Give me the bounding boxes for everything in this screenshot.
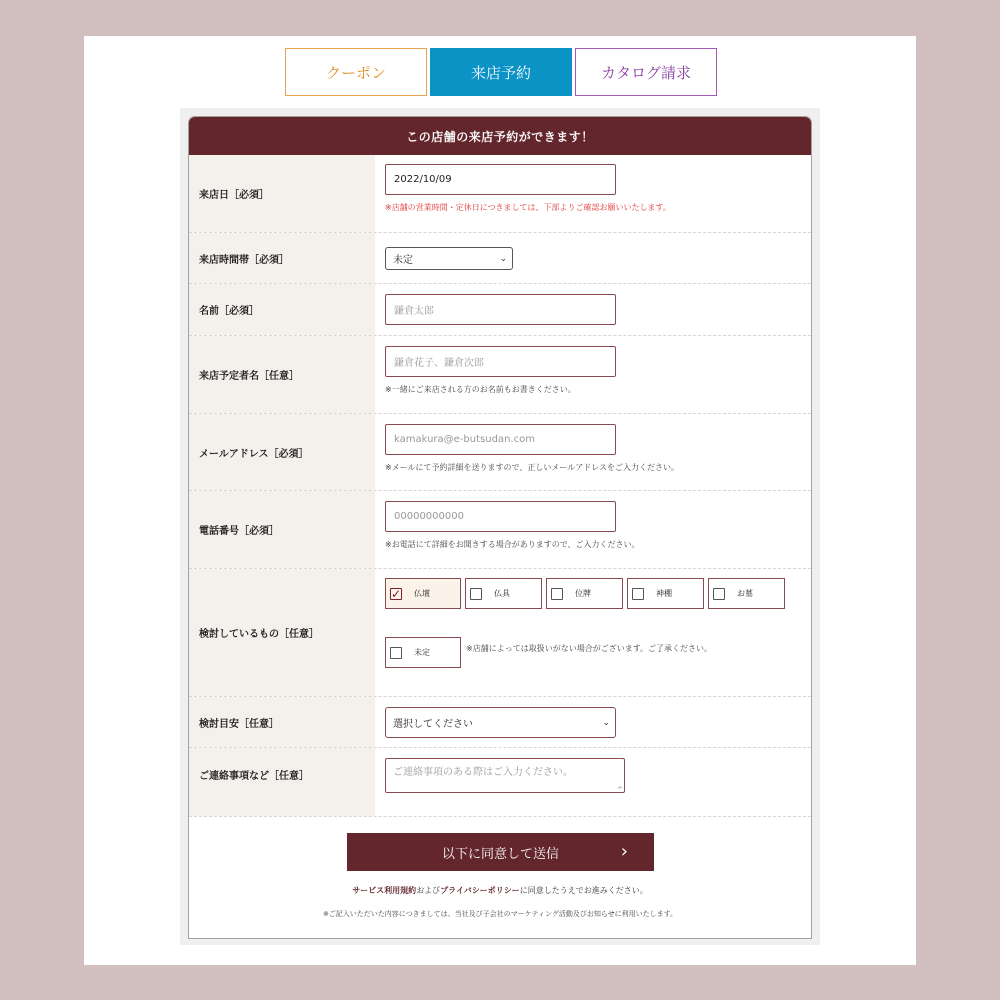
field-label: 来店日［必須］ (189, 155, 375, 232)
field-label: 来店予定者名［任意］ (189, 336, 375, 413)
agree-and: および (416, 886, 441, 895)
tab-visit-reservation[interactable]: 来店予約 (430, 48, 572, 96)
checkbox-box (470, 588, 482, 600)
checkbox-box (632, 588, 644, 600)
resize-grip-icon[interactable]: ∸ (617, 784, 623, 792)
interest-options (385, 578, 801, 609)
row-companions (189, 336, 811, 414)
reservation-form (188, 116, 812, 939)
field-cell (375, 284, 811, 335)
chevron-right-icon: › (620, 841, 628, 862)
companions-input[interactable]: 鎌倉花子、鎌倉次郎 (385, 346, 616, 377)
page-panel (84, 36, 916, 965)
checkbox-label: 未定 (414, 648, 430, 657)
agreement-text (189, 885, 811, 896)
field-cell (375, 414, 811, 490)
field-cell (375, 748, 811, 816)
checkbox-undecided[interactable] (385, 637, 461, 668)
checkbox-box (390, 647, 402, 659)
name-input[interactable]: 鎌倉太郎 (385, 294, 616, 325)
select-value: 選択してください (393, 719, 473, 730)
checkbox-label: 仏壇 (414, 589, 430, 598)
row-email (189, 414, 811, 491)
tab-bar (285, 48, 717, 96)
field-label: 検討しているもの［任意］ (189, 569, 375, 696)
field-cell (375, 697, 811, 747)
checkbox-butsugu[interactable] (465, 578, 542, 609)
phone-note: ※お電話にて詳細をお聞きする場合がありますので、ご入力ください。 (385, 540, 640, 549)
email-input[interactable]: kamakura@e-butsudan.com (385, 424, 616, 455)
row-visit-time (189, 233, 811, 284)
checkbox-label: お墓 (737, 589, 753, 598)
field-label: 来店時間帯［必須］ (189, 233, 375, 283)
budget-select[interactable] (385, 707, 616, 738)
footnote: ※ご記入いただいた内容につきましては、当社及び子会社のマーケティング活動及びお知らせに利用いたします。 (322, 910, 678, 918)
checkbox-kamidana[interactable] (627, 578, 704, 609)
checkbox-butsudan[interactable] (385, 578, 461, 609)
companions-note: ※一緒にご来店される方のお名前もお書きください。 (385, 385, 576, 394)
interest-note: ※店舗によっては取扱いがない場合がございます。ご了承ください。 (466, 644, 713, 653)
tab-coupon[interactable]: クーポン (285, 48, 427, 96)
field-label: 検討目安［任意］ (189, 697, 375, 747)
visit-time-select[interactable] (385, 247, 513, 270)
form-wrapper (180, 108, 820, 945)
submit-area (189, 817, 811, 937)
field-cell (375, 336, 811, 413)
message-textarea[interactable] (385, 758, 625, 793)
field-cell (375, 155, 811, 232)
textarea-placeholder: ご連絡事項のある際はご入力ください。 (393, 767, 573, 778)
row-phone (189, 491, 811, 569)
field-label: ご連絡事項など［任意］ (189, 748, 375, 816)
agree-suffix: に同意したうえでお進みください。 (519, 886, 648, 895)
form-header: この店舗の来店予約ができます！ (189, 117, 811, 155)
row-budget (189, 697, 811, 748)
row-message (189, 748, 811, 817)
privacy-link[interactable]: プライバシーポリシー (440, 886, 520, 895)
checkbox-box (551, 588, 563, 600)
hours-note: ※店舗の営業時間・定休日につきましては、下部よりご確認お願いいたします。 (385, 203, 671, 212)
terms-link[interactable]: サービス利用規約 (352, 886, 417, 895)
tab-catalog-request[interactable]: カタログ請求 (575, 48, 717, 96)
submit-label: 以下に同意して送信 (441, 846, 559, 862)
chevron-down-icon: ⌄ (499, 253, 507, 264)
field-label: メールアドレス［必須］ (189, 414, 375, 490)
checkbox-ihai[interactable] (546, 578, 623, 609)
checkbox-ohaka[interactable] (708, 578, 785, 609)
select-value: 未定 (393, 255, 413, 266)
email-note: ※メールにて予約詳細を送りますので、正しいメールアドレスをご入力ください。 (385, 463, 679, 472)
field-cell (375, 491, 811, 568)
chevron-down-icon: ⌄ (602, 717, 610, 728)
checkbox-label: 神棚 (656, 589, 672, 598)
field-label: 名前［必須］ (189, 284, 375, 335)
checkbox-box (713, 588, 725, 600)
phone-input[interactable]: 00000000000 (385, 501, 616, 532)
field-cell (375, 233, 811, 283)
checkbox-label: 仏具 (494, 589, 510, 598)
row-interest (189, 569, 811, 697)
interest-extra-line (385, 637, 801, 668)
check-icon: ✓ (390, 586, 402, 601)
visit-date-input[interactable]: 2022/10/09 (385, 164, 616, 195)
checkbox-label: 位牌 (575, 589, 591, 598)
row-visit-date (189, 155, 811, 233)
row-name (189, 284, 811, 336)
submit-button[interactable] (347, 833, 654, 871)
field-label: 電話番号［必須］ (189, 491, 375, 568)
field-cell (375, 569, 811, 696)
